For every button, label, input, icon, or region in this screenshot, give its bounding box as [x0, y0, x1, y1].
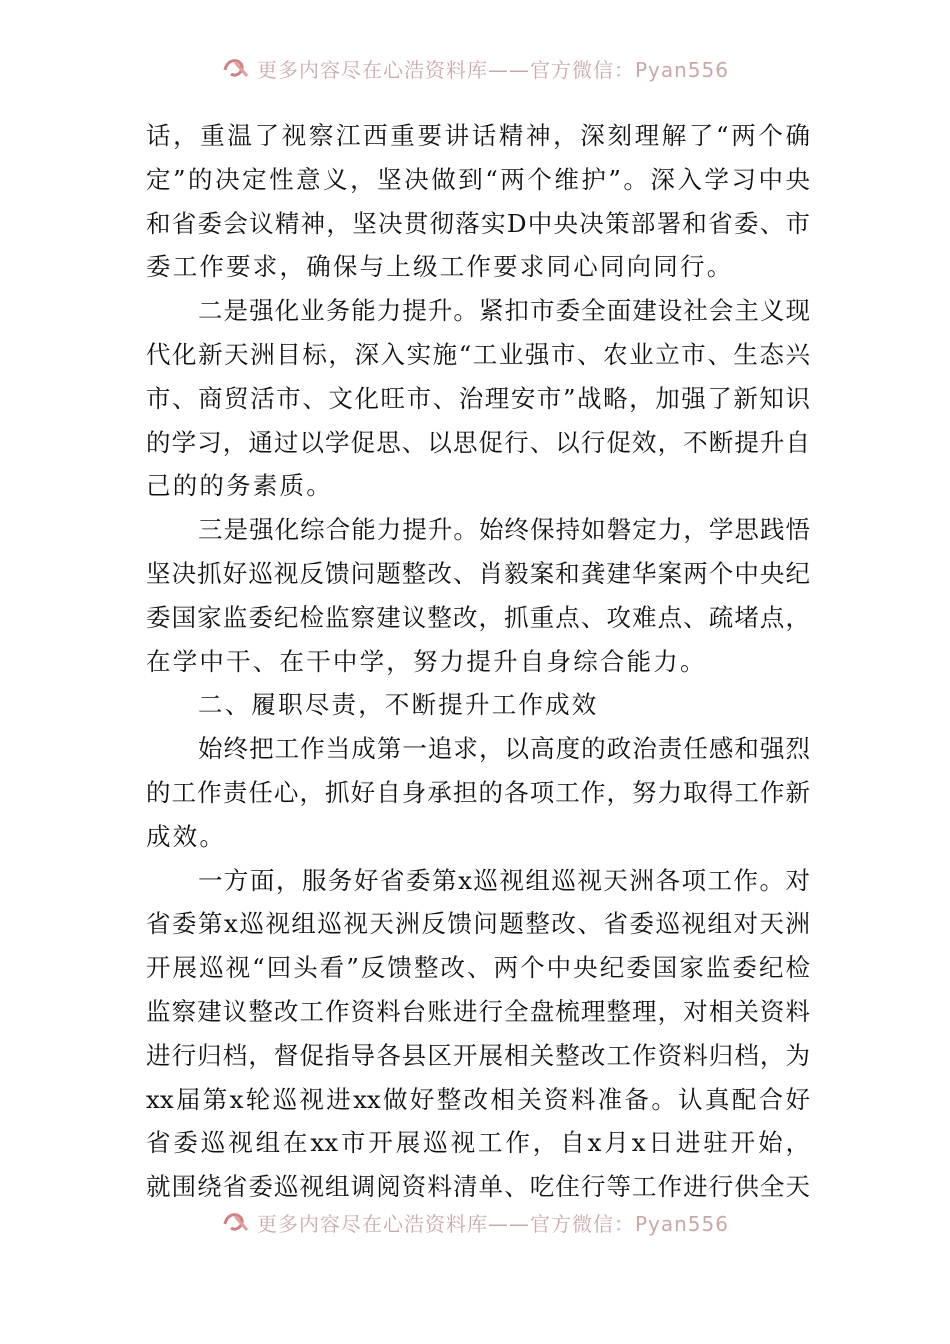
text-line-content: 二是强化业务能力提升。紧扣市委全面建设社会主义现: [198, 296, 810, 326]
logo-icon: [221, 56, 251, 80]
text-line: [146, 245, 810, 289]
text-line: [146, 202, 810, 246]
text-line: [146, 946, 810, 990]
text-line-content: 就围绕省委巡视组调阅资料清单、吃住行等工作进行供全天: [146, 1172, 810, 1202]
text-line-content: 成效。: [146, 821, 227, 851]
text-line-content: 己的的务素质。: [146, 471, 333, 501]
text-line-content: 定”的决定性意义，坚决做到“两个维护”。深入学习中央: [146, 164, 810, 194]
text-line-content: 一方面，服务好省委第x巡视组巡视天洲各项工作。对: [198, 865, 810, 895]
text-line-content: 的工作责任心，抓好自身承担的各项工作，努力取得工作新: [146, 777, 810, 807]
text-line-content: 监察建议整改工作资料台账进行全盘梳理整理，对相关资料: [146, 996, 810, 1026]
text-line: [146, 727, 810, 771]
text-line-content: 在学中干、在干中学，努力提升自身综合能力。: [146, 646, 707, 676]
text-line: [146, 289, 810, 333]
text-line: [146, 1165, 810, 1209]
text-line: [146, 1078, 810, 1122]
text-line: [146, 552, 810, 596]
text-line: [146, 333, 810, 377]
text-line: [146, 640, 810, 684]
watermark-header: [0, 52, 950, 84]
text-line-content: 代化新天洲目标，深入实施“工业强市、农业立市、生态兴: [146, 339, 810, 369]
text-line: [146, 158, 810, 202]
watermark-footer: [0, 1206, 950, 1238]
text-line: [146, 771, 810, 815]
document-body: [146, 114, 810, 1209]
text-line-content: 话，重温了视察江西重要讲话精神，深刻理解了“两个确: [146, 121, 810, 150]
text-line: [146, 421, 810, 465]
text-line: [146, 508, 810, 552]
text-line: [146, 990, 810, 1034]
text-line-content: 省委巡视组在xx市开展巡视工作，自x月x日进驻开始，: [146, 1128, 810, 1158]
text-line: [146, 815, 810, 859]
logo-icon: [221, 1210, 251, 1234]
text-line-content: 和省委会议精神，坚决贯彻落实D中央决策部署和省委、市: [146, 208, 810, 238]
text-line: [146, 683, 810, 727]
text-line-content: 始终把工作当成第一追求，以高度的政治责任感和强烈: [198, 734, 810, 764]
text-line-content: 开展巡视“回头看”反馈整改、两个中央纪委国家监委纪检: [146, 953, 810, 983]
watermark-text: 更多内容尽在心浩资料库——官方微信：Pyan556: [256, 1211, 729, 1236]
text-line-content: 委工作要求，确保与上级工作要求同心同向同行。: [146, 252, 734, 282]
text-line-content: 进行归档，督促指导各县区开展相关整改工作资料归档，为: [146, 1040, 810, 1070]
text-line: [146, 377, 810, 421]
text-line: [146, 1034, 810, 1078]
text-line-content: 二、履职尽责，不断提升工作成效: [198, 690, 599, 720]
text-line: [146, 464, 810, 508]
text-line: [146, 859, 810, 903]
text-line: [146, 1121, 810, 1165]
text-line: [146, 596, 810, 640]
text-line-content: 坚决抓好巡视反馈问题整改、肖毅案和龚建华案两个中央纪: [146, 558, 810, 588]
text-line-content: 委国家监委纪检监察建议整改，抓重点、攻难点、疏堵点，: [146, 602, 810, 632]
watermark-text: 更多内容尽在心浩资料库——官方微信：Pyan556: [256, 57, 729, 82]
text-line: [146, 902, 810, 946]
text-line-content: 市、商贸活市、文化旺市、治理安市”战略，加强了新知识: [146, 383, 810, 413]
text-line-content: 的学习，通过以学促思、以思促行、以行促效，不断提升自: [146, 427, 810, 457]
text-line-content: xx届第x轮巡视进xx做好整改相关资料准备。认真配合好: [146, 1084, 810, 1114]
text-line-content: 省委第x巡视组巡视天洲反馈问题整改、省委巡视组对天洲: [146, 909, 810, 939]
text-line: [146, 114, 810, 158]
text-line-content: 三是强化综合能力提升。始终保持如磐定力，学思践悟: [198, 515, 810, 545]
